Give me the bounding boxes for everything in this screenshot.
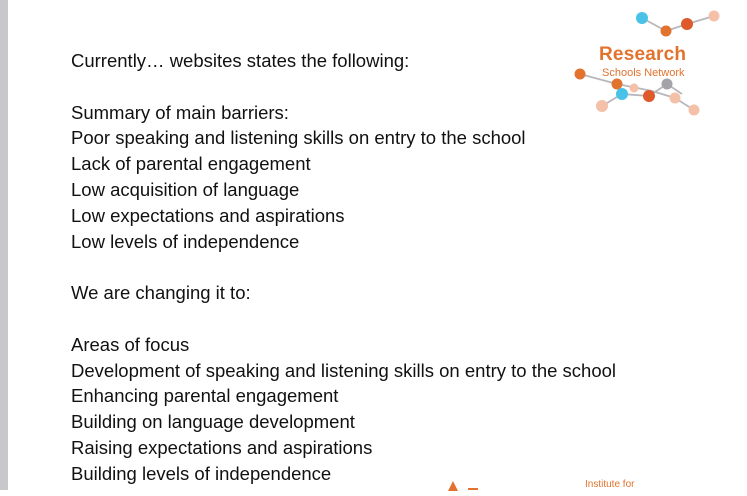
barrier-item: Poor speaking and listening skills on entry to the school <box>71 127 526 149</box>
changing-text: We are changing it to: <box>71 282 251 304</box>
barrier-item: Low acquisition of language <box>71 178 300 200</box>
logo-subtitle: Schools Network <box>602 67 685 79</box>
current-heading: Summary of main barriers: <box>71 101 289 123</box>
slide-left-edge <box>0 0 8 490</box>
focus-item: Building levels of independence <box>71 462 332 484</box>
logo-title: Research <box>599 44 687 65</box>
focus-item: Building on language development <box>71 411 355 433</box>
focus-item: Development of speaking and listening skills on entry to the school <box>71 359 617 381</box>
focus-item: Raising expectations and aspirations <box>71 436 373 458</box>
footer-partner-text: Institute for <box>585 479 635 490</box>
research-schools-network-logo <box>572 6 747 124</box>
focus-item: Enhancing parental engagement <box>71 385 339 407</box>
partner-logo-icon <box>440 479 480 491</box>
intro-line: Currently… websites states the following: <box>71 50 410 71</box>
barrier-item: Low levels of independence <box>71 230 300 252</box>
new-heading: Areas of focus <box>71 333 190 355</box>
spacer <box>71 254 711 280</box>
footer-logos <box>440 478 740 490</box>
barrier-item: Lack of parental engagement <box>71 153 311 175</box>
spacer <box>71 306 711 332</box>
barrier-item: Low expectations and aspirations <box>71 204 345 226</box>
